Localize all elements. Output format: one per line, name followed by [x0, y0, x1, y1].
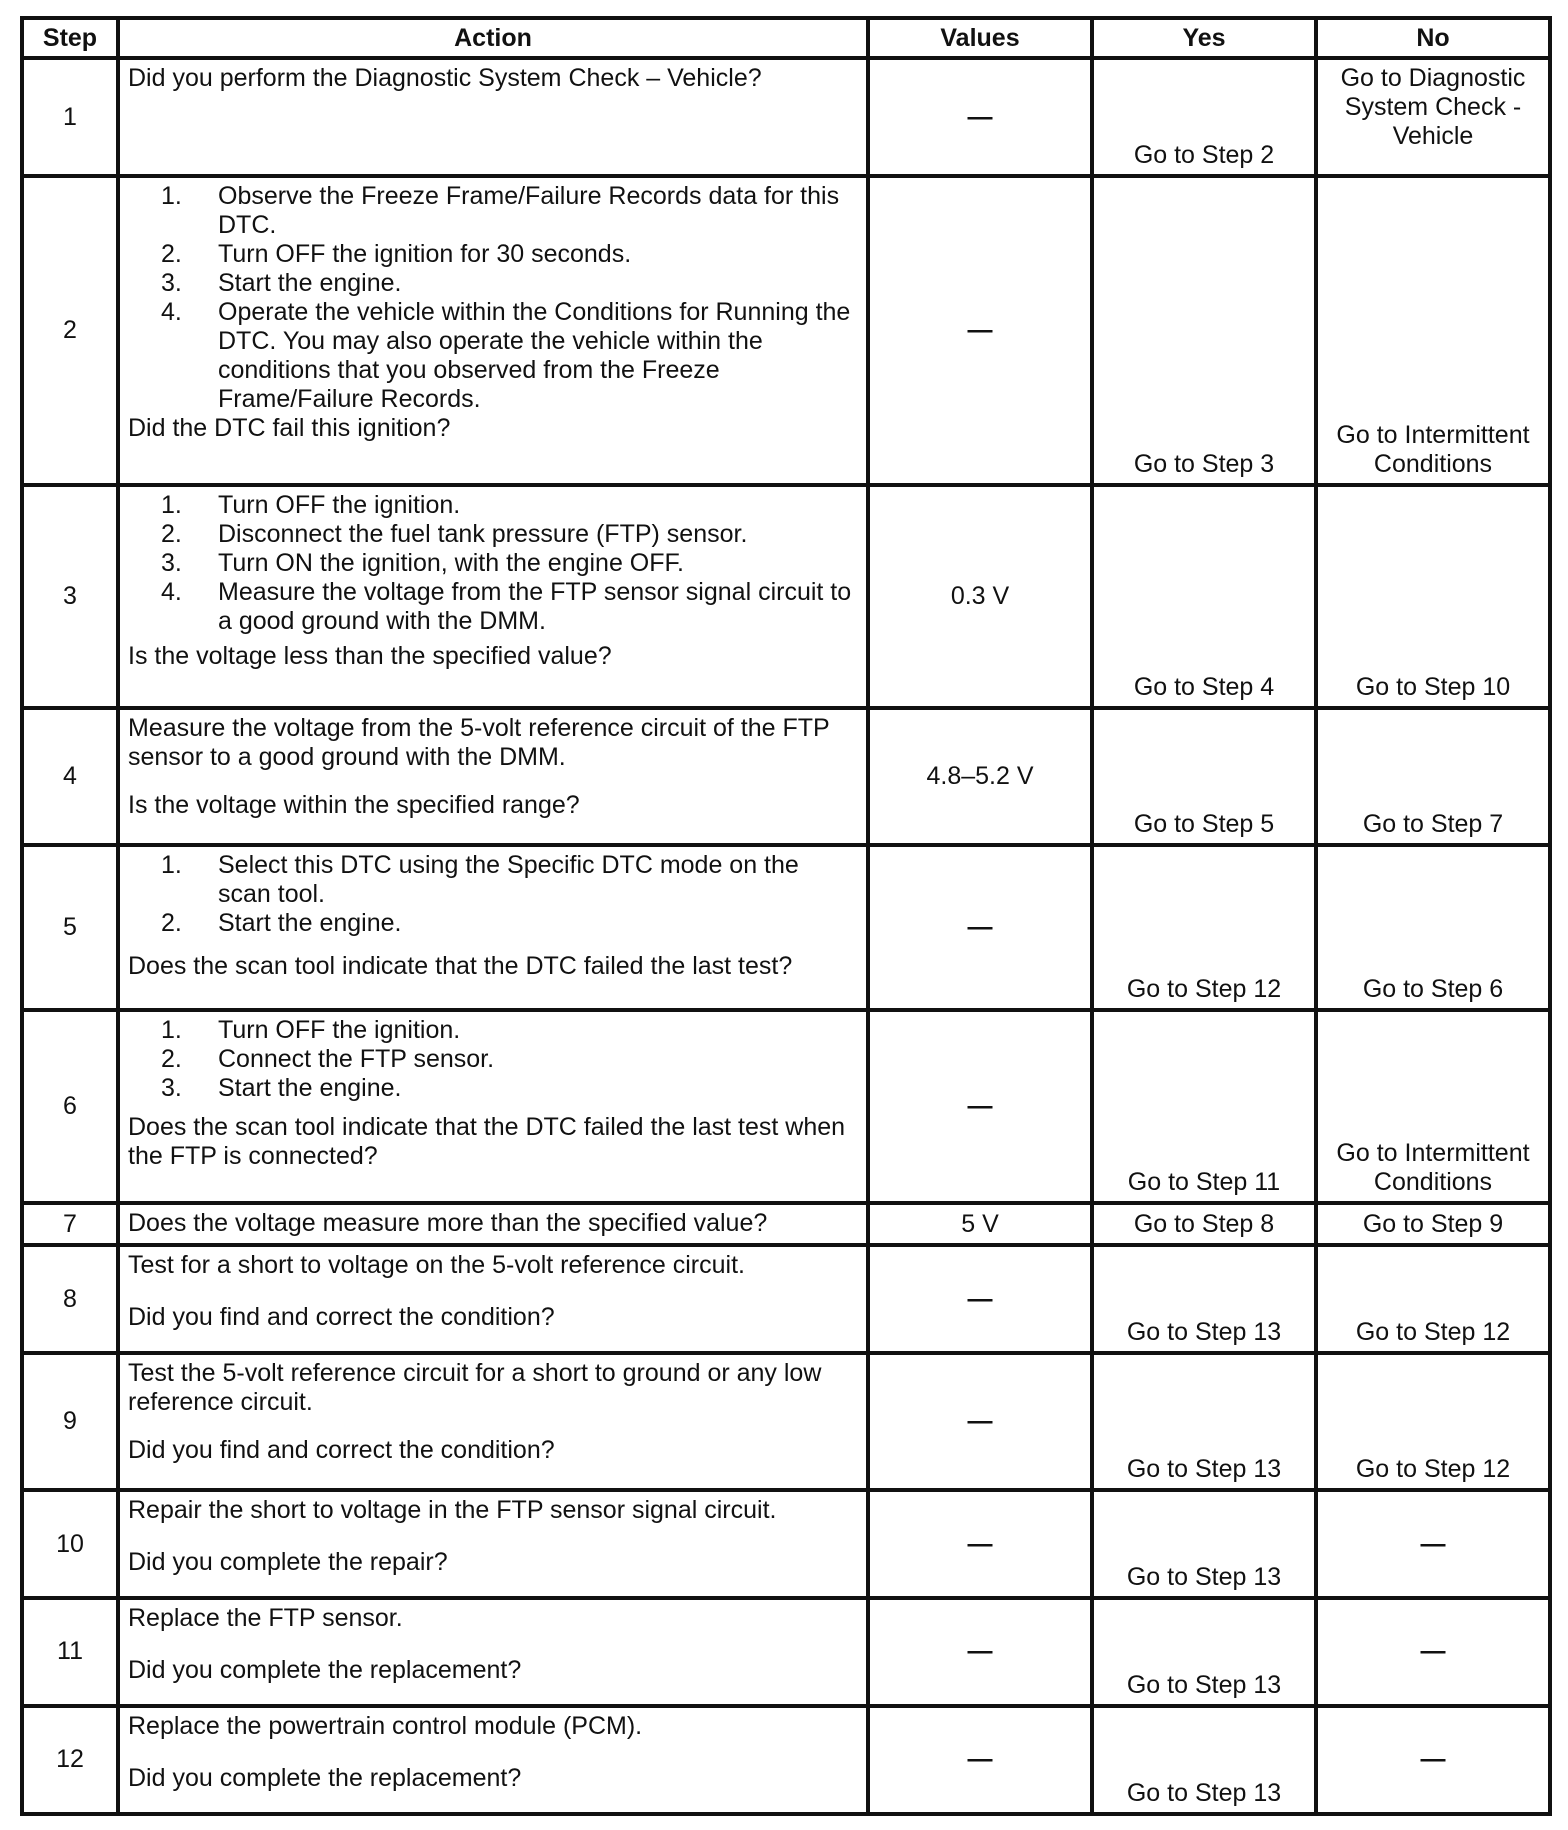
no-cell: Go to Step 9	[1316, 1203, 1550, 1245]
no-cell: —	[1316, 1490, 1550, 1598]
action-question: Does the scan tool indicate that the DTC failed the last test?	[128, 951, 793, 980]
value-cell: —	[868, 176, 1092, 485]
yes-cell: Go to Step 8	[1092, 1203, 1316, 1245]
action-step-item: Start the engine.	[218, 1073, 402, 1102]
action-question: Is the voltage within the specified range?	[128, 790, 580, 819]
action-question: Is the voltage less than the specified value?	[128, 642, 612, 671]
header-row	[22, 18, 1550, 58]
action-question: Did you complete the repair?	[128, 1548, 448, 1577]
table-row	[22, 1598, 1550, 1706]
action-step-item: Operate the vehicle within the Conditions for Running the DTC. You may also operate the vehicle within the conditions that you observed from the Freeze Frame/Failure Records.	[218, 298, 851, 414]
action-cell	[118, 1706, 868, 1814]
action-step-item: Select this DTC using the Specific DTC mode on the scan tool.	[218, 850, 799, 908]
action-step-item: Turn OFF the ignition for 30 seconds.	[218, 240, 632, 269]
action-cell	[118, 1203, 868, 1245]
no-cell: Go to Diagnostic System Check - Vehicle	[1316, 58, 1550, 176]
action-question: Did you find and correct the condition?	[128, 1303, 555, 1332]
action-steps-list	[128, 1016, 858, 1103]
step-number: 7	[22, 1203, 118, 1245]
value-cell: —	[868, 1353, 1092, 1490]
yes-cell: Go to Step 12	[1092, 845, 1316, 1010]
action-step-item: Connect the FTP sensor.	[218, 1044, 495, 1073]
action-cell	[118, 1598, 868, 1706]
table-row	[22, 485, 1550, 708]
step-number: 2	[22, 176, 118, 485]
action-intro: Replace the FTP sensor.	[128, 1604, 403, 1633]
table-row	[22, 845, 1550, 1010]
step-number: 8	[22, 1245, 118, 1353]
action-step-item: Start the engine.	[218, 269, 402, 298]
header-values: Values	[868, 18, 1092, 58]
action-step-item: Start the engine.	[218, 908, 402, 937]
action-step-item: Disconnect the fuel tank pressure (FTP) sensor.	[218, 520, 748, 549]
value-cell: 0.3 V	[868, 485, 1092, 708]
step-number: 9	[22, 1353, 118, 1490]
step-number: 12	[22, 1706, 118, 1814]
no-cell: Go to Step 10	[1316, 485, 1550, 708]
action-intro: Did you perform the Diagnostic System Check – Vehicle?	[128, 64, 762, 92]
yes-cell: Go to Step 13	[1092, 1490, 1316, 1598]
value-cell: 5 V	[868, 1203, 1092, 1245]
no-cell: —	[1316, 1706, 1550, 1814]
table-row	[22, 1010, 1550, 1204]
action-intro: Replace the powertrain control module (PCM).	[128, 1711, 643, 1740]
value-cell: —	[868, 1010, 1092, 1204]
yes-cell: Go to Step 13	[1092, 1353, 1316, 1490]
action-cell	[118, 1010, 868, 1204]
action-question: Did you complete the replacement?	[128, 1656, 522, 1685]
action-step-item: Turn OFF the ignition.	[218, 1015, 461, 1044]
action-step-item: Turn ON the ignition, with the engine OFF.	[218, 549, 684, 578]
action-cell	[118, 58, 868, 176]
action-cell	[118, 485, 868, 708]
table-body	[22, 58, 1550, 1814]
no-cell: —	[1316, 1598, 1550, 1706]
action-intro: Does the voltage measure more than the specified value?	[128, 1209, 768, 1238]
action-cell	[118, 1245, 868, 1353]
value-cell: —	[868, 1490, 1092, 1598]
header-step: Step	[22, 18, 118, 58]
value-cell: —	[868, 1245, 1092, 1353]
yes-cell: Go to Step 3	[1092, 176, 1316, 485]
step-number: 3	[22, 485, 118, 708]
action-step-item: Turn OFF the ignition.	[218, 491, 461, 520]
no-cell: Go to Step 12	[1316, 1245, 1550, 1353]
step-number: 4	[22, 708, 118, 845]
action-step-item: Observe the Freeze Frame/Failure Records data for this DTC.	[218, 182, 840, 240]
yes-cell: Go to Step 13	[1092, 1245, 1316, 1353]
yes-cell: Go to Step 2	[1092, 58, 1316, 176]
action-cell	[118, 845, 868, 1010]
no-cell: Go to Step 7	[1316, 708, 1550, 845]
table-row	[22, 1490, 1550, 1598]
yes-cell: Go to Step 13	[1092, 1598, 1316, 1706]
table-row	[22, 708, 1550, 845]
yes-cell: Go to Step 4	[1092, 485, 1316, 708]
value-cell: —	[868, 845, 1092, 1010]
step-number: 11	[22, 1598, 118, 1706]
step-number: 1	[22, 58, 118, 176]
no-cell: Go to Step 6	[1316, 845, 1550, 1010]
action-steps-list	[128, 851, 858, 938]
table-row	[22, 176, 1550, 485]
yes-cell: Go to Step 5	[1092, 708, 1316, 845]
value-cell: —	[868, 1598, 1092, 1706]
action-steps-list	[128, 491, 858, 636]
action-cell	[118, 176, 868, 485]
no-cell: Go to Intermittent Conditions	[1316, 176, 1550, 485]
table-row	[22, 1245, 1550, 1353]
step-number: 5	[22, 845, 118, 1010]
action-intro: Repair the short to voltage in the FTP sensor signal circuit.	[128, 1496, 777, 1525]
header-yes: Yes	[1092, 18, 1316, 58]
no-cell: Go to Intermittent Conditions	[1316, 1010, 1550, 1204]
table-row	[22, 1353, 1550, 1490]
step-number: 6	[22, 1010, 118, 1204]
action-steps-list	[128, 182, 858, 414]
yes-cell: Go to Step 11	[1092, 1010, 1316, 1204]
action-question: Did you complete the replacement?	[128, 1763, 522, 1792]
action-step-item: Measure the voltage from the FTP sensor signal circuit to a good ground with the DMM.	[218, 578, 852, 636]
header-no: No	[1316, 18, 1550, 58]
action-intro: Test for a short to voltage on the 5-volt reference circuit.	[128, 1251, 745, 1280]
action-question: Did the DTC fail this ignition?	[128, 414, 451, 443]
diagnostic-table	[20, 16, 1552, 1816]
value-cell: 4.8–5.2 V	[868, 708, 1092, 845]
table-row	[22, 1706, 1550, 1814]
action-question: Does the scan tool indicate that the DTC failed the last test when the FTP is connected?	[128, 1112, 846, 1170]
action-intro: Measure the voltage from the 5-volt reference circuit of the FTP sensor to a good ground with the DMM.	[128, 713, 830, 771]
value-cell: —	[868, 58, 1092, 176]
action-cell	[118, 1490, 868, 1598]
step-number: 10	[22, 1490, 118, 1598]
header-action: Action	[118, 18, 868, 58]
action-cell	[118, 1353, 868, 1490]
yes-cell: Go to Step 13	[1092, 1706, 1316, 1814]
action-question: Did you find and correct the condition?	[128, 1436, 555, 1465]
table-row	[22, 1203, 1550, 1245]
no-cell: Go to Step 12	[1316, 1353, 1550, 1490]
value-cell: —	[868, 1706, 1092, 1814]
action-cell	[118, 708, 868, 845]
action-intro: Test the 5-volt reference circuit for a short to ground or any low reference circuit.	[128, 1359, 822, 1417]
table-row	[22, 58, 1550, 176]
